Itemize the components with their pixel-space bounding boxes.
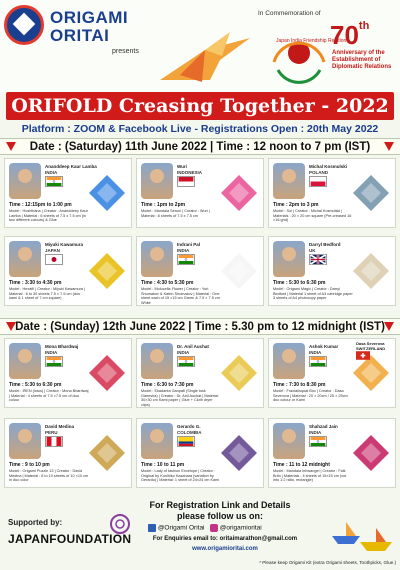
session-time: Time : 2pm to 3 pm — [273, 202, 319, 208]
website-link[interactable]: www.origamioritai.com — [192, 546, 258, 552]
origami-oritai-logo — [4, 5, 44, 45]
anniversary-text: Anniversary of the Establishment of Diplomatic Relations — [332, 50, 392, 70]
page-title: ORIFOLD Creasing Together - 2022 — [6, 92, 394, 120]
presenter-country: POLAND — [309, 170, 328, 175]
registration-line1: For Registration Link and Details — [149, 500, 291, 510]
co-presenter — [356, 341, 385, 361]
india-japan-jubilee-logo — [268, 22, 349, 84]
presenter-name: Michal Kosmulski — [309, 164, 348, 169]
session-card — [4, 236, 132, 306]
commemoration-text: In Commemoration of — [258, 10, 321, 17]
session-card — [136, 158, 264, 228]
origami-model-icon — [351, 433, 391, 473]
india-flag-icon — [45, 356, 63, 367]
facebook-handle[interactable]: @Origami Oritai — [157, 524, 205, 532]
presenter-country: UK — [309, 248, 316, 253]
presents-text: presents — [112, 48, 139, 55]
swiss-flag-icon — [356, 351, 370, 360]
presenter-photo — [273, 423, 305, 459]
instagram-handle[interactable]: @origamioritai — [219, 524, 262, 532]
session-description: Model : Sol | Creator : Michal Kosmulski | Materials : 20 × 20 cm square (Pre-creased 16 ×16 grid) — [273, 209, 352, 223]
presenter-country: INDIA — [177, 350, 190, 355]
india-flag-icon — [177, 254, 195, 265]
anniversary-number: 70th — [330, 20, 370, 50]
session-time: Time : 1pm to 2pm — [141, 202, 186, 208]
origami-model-icon — [219, 353, 259, 393]
supported-by-label: Supported by: — [8, 518, 63, 527]
presenter-photo — [273, 343, 305, 379]
date-day2-text: Date : (Sunday) 12th June 2022 | Time : 5.30 pm to 12 midnight (IST) — [15, 321, 385, 333]
platform-info: Platform : ZOOM & Facebook Live - Registrations Open : 20th May 2022 — [21, 123, 379, 135]
registration-line2: please follow us on: — [176, 511, 263, 521]
session-card — [136, 236, 264, 306]
session-card — [4, 418, 132, 488]
origami-model-icon — [219, 251, 259, 291]
origami-model-icon — [219, 433, 259, 473]
date-bar-day1 — [0, 138, 400, 155]
session-time: Time : 12:15pm to 1:00 pm — [9, 202, 72, 208]
presenter-photo — [9, 343, 41, 379]
session-description: Model : Ekadanta Ganpati (Single tusk Ganesha) | Creator : Dr. Anil Auchat | Material: 30×30 cm Kami paper ( Glue + Cloth dryer clips) — [141, 389, 219, 407]
colombia-flag-icon — [177, 436, 195, 447]
presenter-country: INDIA — [309, 430, 322, 435]
presenter-name: Wuri — [177, 164, 187, 169]
session-description: Model : Fractalisquat Box | Creator : Dasa Severova | Material : 20 × 20cm / 25 × 25cm duo colour or Kami — [273, 389, 348, 403]
session-card — [4, 158, 132, 228]
presenter-photo — [141, 343, 173, 379]
india-flag-icon — [177, 356, 195, 367]
social-links — [148, 524, 262, 532]
session-time: Time : 10 to 11 pm — [141, 462, 185, 468]
session-description: Model : IREN (lotus) | Creator : Mona Bhardwaj | Material : 4 sheets of 7.5 ×7.5 cm of duo colour — [9, 389, 89, 403]
origami-model-icon — [219, 173, 259, 213]
session-description: Model : Molucella Flower | Creator : Yuri Shumakov & Katrin Shumakov | Material : One sheet each of 15 ×15 cm Green & 7.5 × 7.5 cm White — [141, 287, 220, 305]
presenter-name: Indrani Pal — [177, 242, 201, 247]
presenter-name: Mona Bhardwaj — [45, 344, 79, 349]
sponsor-name: JAPANFOUNDATION — [8, 532, 132, 546]
session-time: Time : 5:30 to 6:30 pm — [273, 280, 326, 286]
presenter-name: Dr. Anil Auchat — [177, 344, 209, 349]
date-day1-text: Date : (Saturday) 11th June 2022 | Time : 12 noon to 7 pm (IST) — [29, 141, 371, 153]
session-time: Time : 5:30 to 6:30 pm — [9, 382, 62, 388]
session-card — [136, 338, 264, 408]
presenter-name: David Medina — [45, 424, 75, 429]
session-card — [268, 418, 396, 488]
presenter-photo — [273, 241, 305, 277]
session-time: Time : 3:30 to 4:30 pm — [9, 280, 62, 286]
presenter-photo — [141, 241, 173, 277]
enquiry-email[interactable]: For Enquiries email to: oritaimarathon@gmail.com — [152, 536, 298, 542]
facebook-icon — [148, 524, 156, 532]
presenter-name: Shahzad Jain — [309, 424, 338, 429]
origami-model-icon — [87, 433, 127, 473]
session-description: Model : Mandala Seruni | Creator : Wuri | Material : 8 sheets of 7.5 x 7.5 cm — [141, 209, 210, 218]
session-description: Model : Origami Magic | Creator : Darryl Bedford | Material 1 sheet of A3 cartridge paper 3 sheets of A4 photocopy paper — [273, 287, 353, 301]
presenter-photo — [9, 163, 41, 199]
presenter-country: INDIA — [309, 350, 322, 355]
origami-model-icon — [87, 251, 127, 291]
japan-flag-icon — [45, 254, 63, 265]
session-time: Time : 11 to 12 midnight — [273, 462, 330, 468]
presenter-name: Ashok Kumar — [309, 344, 339, 349]
session-description: Model : Hoshibana | Creator : Ananddeep Kaur Lamba | Material : 6 sheets of 7.5 x 7.5 cm (in two different colours) & Glue — [9, 209, 88, 223]
date-bar-day2 — [0, 318, 400, 335]
session-description: Model : Hexafil | Creator : Miyuki Kawamura | Material : 6 to 30 sheets 7.5 × 7.5 cm (duo kami & 1 sheet of 7 cm square) — [9, 287, 86, 301]
poland-flag-icon — [309, 176, 327, 187]
peru-flag-icon — [45, 436, 63, 447]
origami-model-icon — [87, 353, 127, 393]
session-card — [268, 158, 396, 228]
uk-flag-icon — [309, 254, 327, 265]
kit-note: * Please keep Origami Kit (extra Origami sheets, Toothpicks, Glue.) — [259, 560, 396, 565]
presenter-photo — [141, 423, 173, 459]
india-flag-icon — [45, 176, 63, 187]
origami-model-icon — [351, 251, 391, 291]
arrow-down-icon — [384, 322, 394, 331]
origami-crane-icon — [150, 30, 260, 88]
session-description: Model : Mandala Inhwangei | Creator : Falk Brito | Materials : 4 sheets of 15×15 cm (cut into 1:2 ratio, rectangle) — [273, 469, 347, 483]
presenter-photo — [141, 163, 173, 199]
session-description: Model : Origami Puzzle 13 | Creator : David Medina | Material : 6 to 10 sheets of 10 ×10 cm in duo color — [9, 469, 89, 483]
co-presenter-country: SWITZERLAND — [356, 346, 386, 351]
indonesia-flag-icon — [177, 176, 195, 187]
arrow-down-icon — [6, 322, 16, 331]
session-time: Time : 4:30 to 5:30 pm — [141, 280, 194, 286]
presenter-country: COLOMBIA — [177, 430, 202, 435]
presenter-country: INDIA — [45, 350, 58, 355]
presenter-name: Ananddeep Kaur Lamba — [45, 164, 97, 169]
session-description: Model : Lady of fashion Envelope | Creator : Original by Kunihiko Kasahara (variation by Gerardo) | Material: 1 sheet of 24×24 cm Kami — [141, 469, 220, 483]
session-card — [268, 236, 396, 306]
paper-boats-icon — [330, 514, 396, 554]
instagram-icon — [210, 524, 218, 532]
session-time: Time : 9 to 10 pm — [9, 462, 50, 468]
origami-model-icon — [351, 173, 391, 213]
jubilee-logo-text: Japan India Friendship Relations — [276, 38, 349, 44]
org-name-line2: ORITAI — [50, 26, 110, 45]
presenter-name: Darryl Bedford — [309, 242, 341, 247]
co-presenter-name: Dasa Severova — [356, 341, 385, 346]
session-card — [4, 338, 132, 408]
presenter-country: PERU — [45, 430, 58, 435]
header — [0, 0, 400, 92]
presenter-country: INDIA — [45, 170, 58, 175]
arrow-down-icon — [6, 142, 16, 151]
org-name-line1: ORIGAMI — [50, 8, 129, 27]
session-card — [136, 418, 264, 488]
session-time: Time : 7:30 to 8:30 pm — [273, 382, 326, 388]
presenter-country: JAPAN — [45, 248, 60, 253]
presenter-photo — [9, 423, 41, 459]
session-time: Time : 6:30 to 7:30 pm — [141, 382, 194, 388]
arrow-down-icon — [384, 142, 394, 151]
india-flag-icon — [309, 356, 327, 367]
presenter-country: INDONESIA — [177, 170, 203, 175]
presenter-name: Miyuki Kawamura — [45, 242, 84, 247]
presenter-photo — [9, 241, 41, 277]
origami-model-icon — [87, 173, 127, 213]
presenter-country: INDIA — [177, 248, 190, 253]
india-flag-icon — [309, 436, 327, 447]
presenter-name: Gerardo G. — [177, 424, 201, 429]
presenter-photo — [273, 163, 305, 199]
